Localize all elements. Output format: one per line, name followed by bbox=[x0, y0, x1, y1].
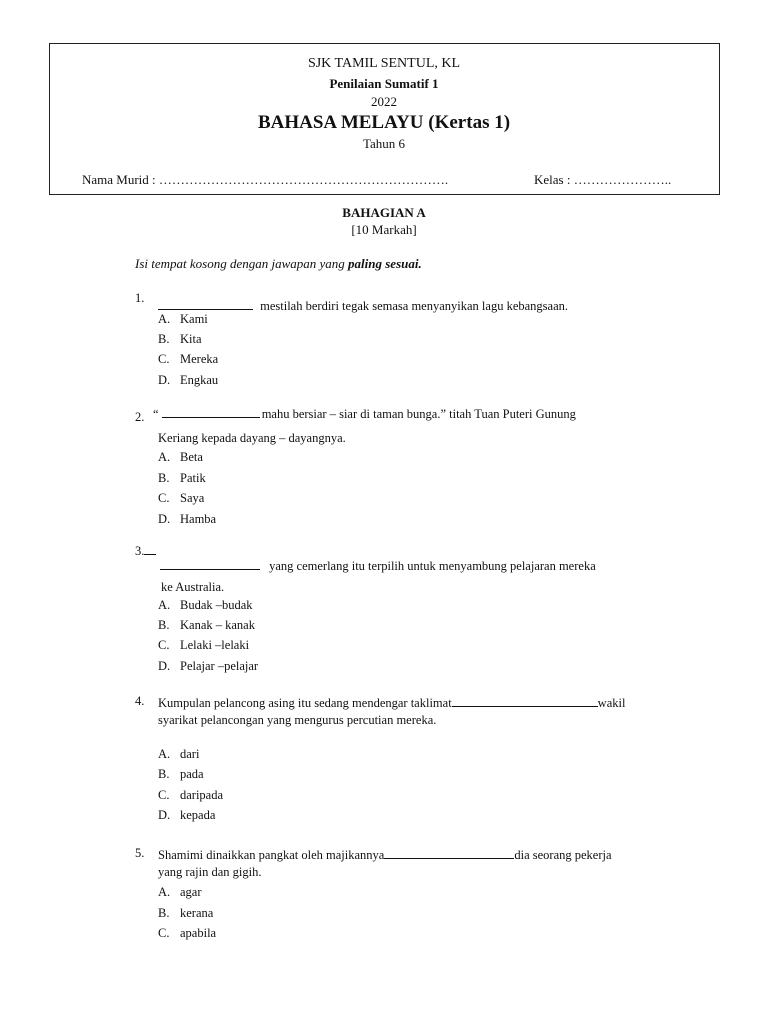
q1-text: mestilah berdiri tegak semasa menyanyikan lagu kebangsaan. bbox=[260, 299, 569, 313]
q3-option-d[interactable]: D. Pelajar –pelajar bbox=[158, 659, 259, 673]
q2-text-line2: Keriang kepada dayang – dayangnya. bbox=[158, 431, 346, 445]
q2-option-c[interactable]: C. Saya bbox=[158, 491, 205, 505]
instruction-text: Isi tempat kosong dengan jawapan yang bbox=[135, 256, 349, 271]
q3-option-b[interactable]: B. Kanak – kanak bbox=[158, 618, 255, 632]
q3-stem bbox=[160, 557, 596, 574]
section-title: BAHAGIAN A bbox=[342, 205, 426, 220]
q4-text-line2: syarikat pelancongan yang mengurus percutian mereka. bbox=[158, 713, 437, 727]
q4-option-b[interactable]: B. pada bbox=[158, 767, 204, 781]
q2-blank[interactable] bbox=[162, 405, 260, 418]
exam-year: 2022 bbox=[371, 94, 397, 109]
class-field[interactable]: ………………….. bbox=[573, 172, 672, 187]
q4-text-after: wakil bbox=[597, 696, 626, 710]
q2-text: mahu bersiar – siar di taman bunga.” titah Tuan Puteri Gunung bbox=[261, 407, 576, 421]
q1-stem bbox=[158, 297, 568, 314]
q5-text-line2: yang rajin dan gigih. bbox=[158, 865, 262, 879]
q3-number: 3. bbox=[135, 543, 156, 559]
q2-option-d[interactable]: D. Hamba bbox=[158, 512, 217, 526]
q1-blank[interactable] bbox=[158, 297, 253, 310]
class-label: Kelas : bbox=[534, 172, 571, 187]
q2-stem bbox=[153, 405, 576, 422]
student-name-label: Nama Murid : bbox=[82, 172, 156, 187]
subject-title: BAHASA MELAYU (Kertas 1) bbox=[257, 112, 511, 133]
q5-text-after: dia seorang pekerja bbox=[514, 848, 612, 862]
student-name-row bbox=[82, 172, 448, 188]
student-name-field[interactable]: …………………………………………………………. bbox=[158, 172, 449, 187]
q2-option-a[interactable]: A. Beta bbox=[158, 450, 203, 464]
q4-option-d[interactable]: D. kepada bbox=[158, 808, 216, 822]
q2-number: 2. bbox=[135, 410, 145, 424]
q5-option-a[interactable]: A. agar bbox=[158, 885, 202, 899]
instruction-emphasis: paling sesuai. bbox=[348, 256, 422, 271]
q1-number: 1. bbox=[135, 291, 145, 305]
grade-label: Tahun 6 bbox=[362, 136, 406, 151]
q4-text: Kumpulan pelancong asing itu sedang mendengar taklimat bbox=[158, 696, 452, 710]
q5-option-b[interactable]: B. kerana bbox=[158, 906, 214, 920]
q3-option-c[interactable]: C. Lelaki –lelaki bbox=[158, 638, 250, 652]
section-marks: [10 Markah] bbox=[351, 222, 417, 237]
q1-option-d[interactable]: D. Engkau bbox=[158, 373, 219, 387]
q1-option-a[interactable]: A. Kami bbox=[158, 312, 208, 326]
q4-stem bbox=[158, 694, 625, 711]
q3-short-blank bbox=[144, 543, 156, 555]
q4-option-a[interactable]: A. dari bbox=[158, 747, 200, 761]
assessment-title: Penilaian Sumatif 1 bbox=[329, 76, 439, 91]
q5-number: 5. bbox=[135, 846, 145, 860]
q3-blank[interactable] bbox=[160, 557, 260, 570]
q5-blank[interactable] bbox=[384, 846, 514, 859]
q3-text: yang cemerlang itu terpilih untuk menyambung pelajaran mereka bbox=[269, 559, 596, 573]
q5-option-c[interactable]: C. apabila bbox=[158, 926, 217, 940]
q4-number: 4. bbox=[135, 694, 145, 708]
q5-text: Shamimi dinaikkan pangkat oleh majikannya bbox=[158, 848, 385, 862]
q3-option-a[interactable]: A. Budak –budak bbox=[158, 598, 253, 612]
q4-blank[interactable] bbox=[452, 694, 598, 707]
instruction bbox=[135, 256, 422, 272]
q2-quote: “ bbox=[153, 407, 159, 421]
q1-option-b[interactable]: B. Kita bbox=[158, 332, 202, 346]
q1-option-c[interactable]: C. Mereka bbox=[158, 352, 219, 366]
q4-option-c[interactable]: C. daripada bbox=[158, 788, 224, 802]
q3-text-line2: ke Australia. bbox=[161, 580, 225, 594]
school-name: SJK TAMIL SENTUL, KL bbox=[307, 56, 461, 71]
q2-option-b[interactable]: B. Patik bbox=[158, 471, 206, 485]
class-row bbox=[534, 172, 671, 188]
q5-stem bbox=[158, 846, 612, 863]
